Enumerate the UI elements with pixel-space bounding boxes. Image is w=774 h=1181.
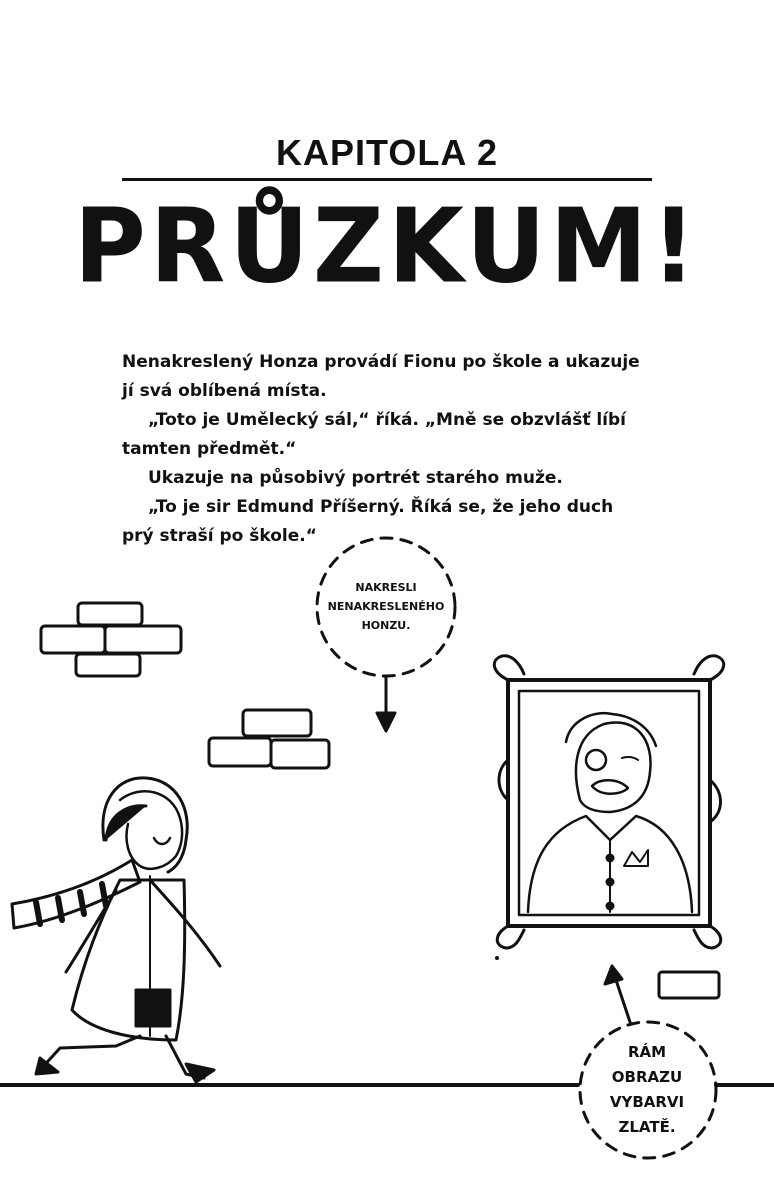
brick-wall-icon	[209, 710, 329, 768]
paragraph: „Toto je Umělecký sál,“ říká. „Mně se obzvlášť líbí tamten předmět.“	[122, 410, 627, 459]
brick-wall-icon	[41, 603, 181, 676]
paragraph: Nenakreslený Honza provádí Fionu po škole a ukazuje jí svá oblíbená místa.	[122, 352, 640, 401]
brick-icon	[659, 972, 719, 998]
page-title: PRŮZKUM!	[74, 187, 700, 307]
color-prompt	[585, 1040, 709, 1140]
portrait-frame-icon	[494, 656, 723, 948]
arrow-icon	[377, 676, 395, 731]
color-prompt-line: RÁM	[627, 1043, 667, 1061]
color-prompt-line: OBRAZU	[611, 1068, 683, 1086]
ink-dot	[495, 956, 499, 960]
arrow-icon	[605, 966, 630, 1022]
paragraph: „To je sir Edmund Příšerný. Říká se, že jeho duch prý straší po škole.“	[122, 497, 614, 546]
draw-prompt-line: NAKRESLI	[355, 581, 417, 594]
chapter-label: KAPITOLA 2	[275, 132, 499, 173]
color-prompt-line: VYBARVI	[609, 1093, 685, 1111]
draw-prompt-line: NENAKRESLENÉHO	[327, 600, 445, 613]
color-prompt-line: ZLATĚ.	[618, 1118, 676, 1136]
draw-prompt-line: HONZU.	[361, 619, 411, 632]
paragraph: Ukazuje na působivý portrét starého muže.	[148, 468, 563, 488]
girl-walking-icon	[12, 778, 220, 1082]
draw-prompt	[316, 578, 456, 635]
